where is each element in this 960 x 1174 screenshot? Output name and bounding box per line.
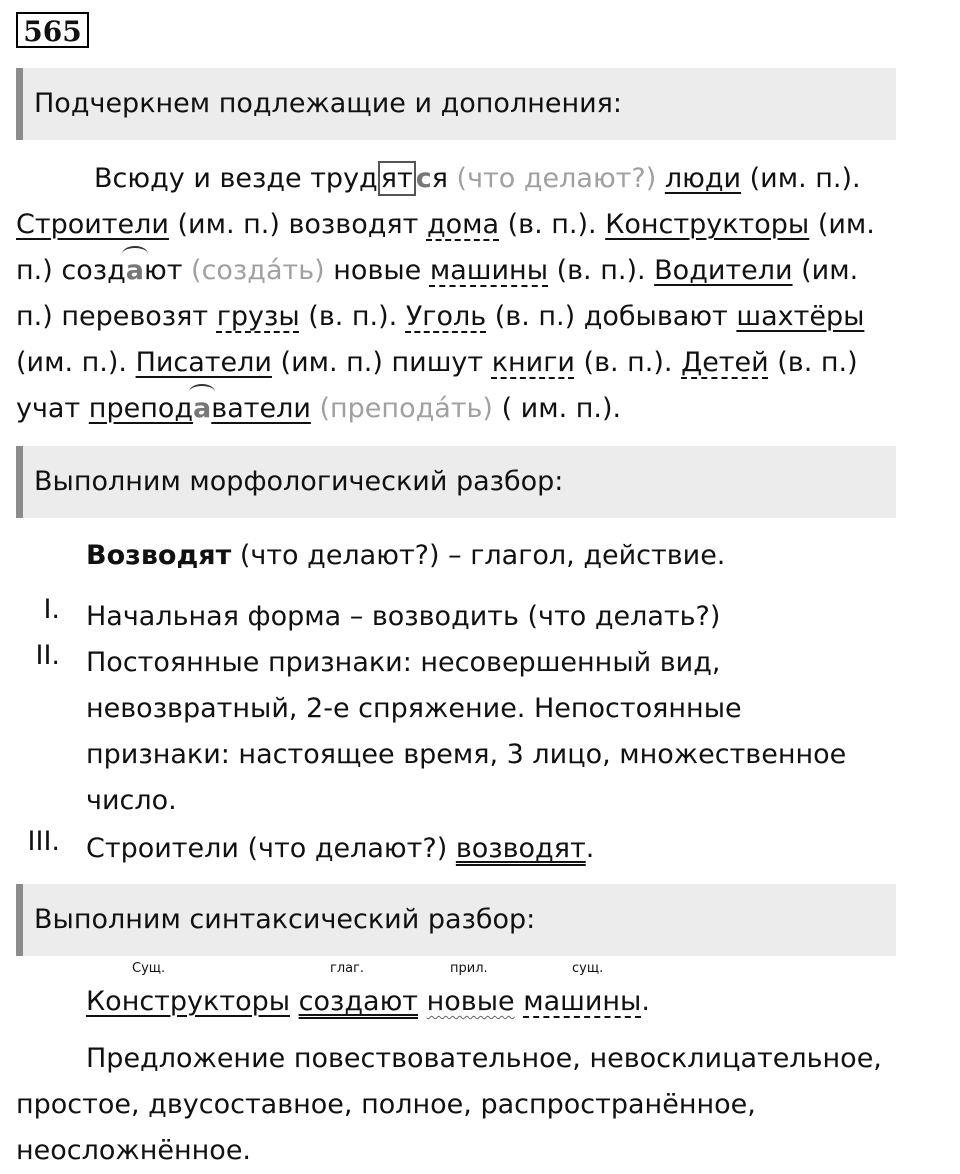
text-line-4 — [16, 294, 864, 340]
text-fragment: учат — [16, 393, 89, 424]
morph-item-1: Начальная форма – возводить (что делать?) — [86, 601, 721, 632]
text-fragment: (что делают?) – глагол, действие. — [231, 540, 726, 571]
roman-numeral: II. — [35, 640, 60, 671]
object-word: машины — [429, 255, 549, 286]
ending-box: ят — [378, 161, 416, 196]
text-line-3 — [16, 248, 858, 294]
stressed-letter: а — [193, 386, 211, 432]
subject-word: Конструкторы — [86, 986, 291, 1017]
text-fragment: (в. п.) добывают — [486, 301, 737, 332]
parsed-sentence — [86, 979, 650, 1025]
pos-label: глаг. — [330, 961, 365, 976]
text-fragment: (в. п.). — [548, 255, 655, 286]
section-heading-subjects: Подчеркнем подлежащие и дополнения: — [16, 68, 896, 140]
morph-item-3 — [86, 826, 594, 872]
exercise-number: 565 — [16, 12, 89, 48]
text-fragment: (им. п.). — [16, 347, 136, 378]
subject-word: шахтёры — [736, 301, 865, 332]
text-line-5 — [16, 340, 858, 386]
subject-word: Писатели — [135, 347, 272, 378]
text-fragment: я — [431, 163, 448, 194]
text-fragment: (им. п.) возводят — [168, 209, 427, 240]
pos-label: Сущ. — [132, 961, 166, 976]
text-fragment: Всюду и везде труд — [94, 163, 378, 194]
object-word: Детей — [681, 347, 769, 378]
text-fragment: Строители (что делают?) — [86, 833, 456, 864]
roman-numeral: III. — [27, 826, 60, 857]
suffix-letter: с — [415, 163, 432, 194]
subject-word — [89, 393, 311, 424]
text-fragment: (им. — [792, 255, 859, 286]
text-fragment: (в. п.) — [768, 347, 858, 378]
text-fragment: (им. — [809, 209, 875, 240]
word-part: ватели — [211, 393, 311, 424]
text-fragment: (в. п.). — [574, 347, 682, 378]
object-word: грузы — [216, 301, 300, 332]
attribute-word: новые — [426, 986, 515, 1017]
text-fragment: . — [585, 833, 595, 864]
morph-item-2-line: число. — [86, 785, 177, 816]
subject-word: люди — [664, 163, 742, 194]
infinitive-grey: (препода́ть) — [310, 393, 493, 424]
question-grey: (что делают?) — [447, 163, 665, 194]
predicate-word: возводят — [455, 833, 586, 864]
subject-word: Водители — [654, 255, 793, 286]
analyzed-word: Возводят — [86, 540, 232, 571]
predicate-word: создают — [298, 986, 419, 1017]
text-fragment: (им. п.) пишут — [271, 347, 492, 378]
syntax-description-line: простое, двусоставное, полное, распространённое, — [16, 1089, 756, 1120]
morph-item-2-line: признаки: настоящее время, 3 лицо, множественное — [86, 739, 847, 770]
object-word: машины — [523, 986, 642, 1017]
text-fragment: (им. п.). — [741, 163, 861, 194]
period: . — [641, 986, 650, 1017]
text-fragment: (в. п.). — [499, 209, 606, 240]
morph-item-2-line: невозвратный, 2-е спряжение. Непостоянные — [86, 693, 742, 724]
infinitive-grey: (созда́ть) — [191, 255, 325, 286]
space — [290, 986, 299, 1017]
syntax-description-line: Предложение повествовательное, невосклицательное, — [86, 1043, 882, 1074]
section-heading-syntax: Выполним синтаксический разбор: — [16, 884, 896, 956]
morph-item-2-line: Постоянные признаки: несовершенный вид, — [86, 647, 721, 678]
syntax-description-line: неосложнённое. — [16, 1135, 252, 1166]
space — [515, 986, 524, 1017]
section-heading-morphology: Выполним морфологический разбор: — [16, 446, 896, 518]
pos-label: сущ. — [572, 961, 604, 976]
subject-word: Строители — [16, 209, 169, 240]
stressed-letter: а — [126, 248, 144, 294]
object-word: дома — [426, 209, 500, 240]
text-line-6 — [16, 386, 621, 432]
space — [418, 986, 427, 1017]
pos-label: прил. — [450, 961, 488, 976]
text-fragment: п.) созд — [16, 255, 126, 286]
object-word: книги — [491, 347, 575, 378]
roman-numeral: I. — [43, 594, 60, 625]
morph-intro — [86, 533, 725, 579]
text-fragment: ( им. п.). — [492, 393, 622, 424]
text-line-2 — [16, 202, 875, 248]
text-fragment: ют — [143, 255, 192, 286]
text-line-1 — [94, 156, 861, 202]
text-fragment: (в. п.). — [299, 301, 406, 332]
text-fragment: новые — [324, 255, 430, 286]
text-fragment: п.) перевозят — [16, 301, 217, 332]
object-word: Уголь — [405, 301, 487, 332]
word-part: препод — [88, 393, 194, 424]
subject-word: Конструкторы — [605, 209, 810, 240]
